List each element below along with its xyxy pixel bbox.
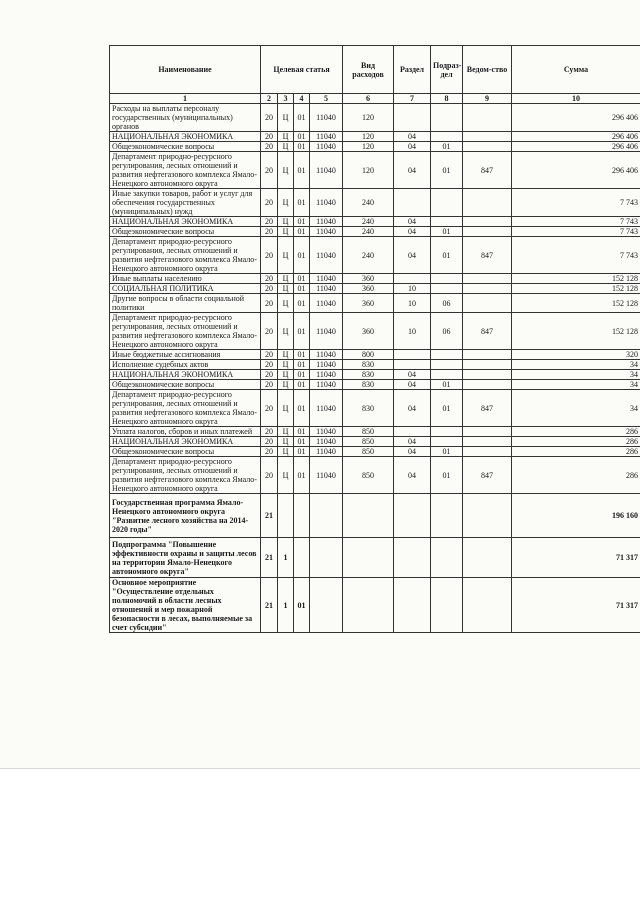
cell-event: 01 — [294, 284, 310, 294]
table-row — [110, 350, 640, 360]
table-row — [110, 538, 640, 578]
cell-vid: 240 — [343, 217, 394, 227]
cell-subprogram: Ц — [278, 152, 294, 189]
cell-vid: 360 — [343, 294, 394, 313]
cell-direction: 11040 — [310, 370, 343, 380]
cell-summa: 296 406 — [512, 152, 640, 189]
cell-event: 01 — [294, 447, 310, 457]
cell-summa: 152 128 — [512, 313, 640, 350]
cell-summa: 7 743 — [512, 227, 640, 237]
cell-subprogram: Ц — [278, 237, 294, 274]
cell-vedomstvo — [463, 284, 512, 294]
cell-vedomstvo — [463, 578, 512, 633]
cell-summa: 152 128 — [512, 284, 640, 294]
cell-direction: 11040 — [310, 350, 343, 360]
table-row — [110, 152, 640, 189]
cell-vid: 360 — [343, 274, 394, 284]
cell-event: 01 — [294, 152, 310, 189]
cell-vid: 830 — [343, 370, 394, 380]
row-name: Основное мероприятие "Осуществление отдельных полномочий в области лесных отношений и мер пожарной безопасности в лесах, выполняемые за счет субсидии" — [110, 578, 261, 633]
cell-direction: 11040 — [310, 294, 343, 313]
cell-summa: 7 743 — [512, 217, 640, 227]
cell-podrazdel: 01 — [431, 237, 463, 274]
cell-direction — [310, 538, 343, 578]
cell-razdel — [394, 274, 431, 284]
cell-vedomstvo — [463, 437, 512, 447]
header-razdel: Раздел — [394, 46, 431, 94]
col-number: 3 — [278, 94, 294, 104]
cell-direction: 11040 — [310, 447, 343, 457]
cell-program: 20 — [261, 457, 278, 494]
cell-podrazdel: 06 — [431, 313, 463, 350]
cell-podrazdel — [431, 538, 463, 578]
cell-podrazdel: 01 — [431, 142, 463, 152]
row-name: НАЦИОНАЛЬНАЯ ЭКОНОМИКА — [110, 217, 261, 227]
cell-podrazdel — [431, 217, 463, 227]
cell-podrazdel: 01 — [431, 227, 463, 237]
cell-razdel: 10 — [394, 313, 431, 350]
cell-vedomstvo: 847 — [463, 390, 512, 427]
cell-subprogram: Ц — [278, 104, 294, 132]
cell-vid: 800 — [343, 350, 394, 360]
cell-subprogram: Ц — [278, 294, 294, 313]
cell-direction: 11040 — [310, 313, 343, 350]
cell-vid: 830 — [343, 360, 394, 370]
cell-program: 20 — [261, 189, 278, 217]
cell-vedomstvo — [463, 227, 512, 237]
cell-event: 01 — [294, 274, 310, 284]
table-row — [110, 370, 640, 380]
cell-razdel: 04 — [394, 380, 431, 390]
cell-razdel: 04 — [394, 390, 431, 427]
cell-direction: 11040 — [310, 237, 343, 274]
cell-event: 01 — [294, 380, 310, 390]
cell-program: 20 — [261, 142, 278, 152]
cell-vid — [343, 494, 394, 538]
cell-podrazdel: 06 — [431, 294, 463, 313]
cell-program: 20 — [261, 227, 278, 237]
cell-direction: 11040 — [310, 427, 343, 437]
cell-razdel: 04 — [394, 437, 431, 447]
cell-razdel: 10 — [394, 294, 431, 313]
cell-direction: 11040 — [310, 189, 343, 217]
cell-direction — [310, 494, 343, 538]
table-row — [110, 142, 640, 152]
cell-program: 20 — [261, 447, 278, 457]
cell-program: 20 — [261, 350, 278, 360]
cell-vedomstvo: 847 — [463, 313, 512, 350]
col-number: 1 — [110, 94, 261, 104]
cell-podrazdel: 01 — [431, 152, 463, 189]
row-name: Иные закупки товаров, работ и услуг для обеспечения государственных (муниципальных) нужд — [110, 189, 261, 217]
cell-subprogram: Ц — [278, 313, 294, 350]
col-number: 4 — [294, 94, 310, 104]
cell-program: 20 — [261, 104, 278, 132]
cell-summa: 71 317 — [512, 578, 640, 633]
cell-subprogram — [278, 494, 294, 538]
cell-vedomstvo: 847 — [463, 457, 512, 494]
cell-podrazdel — [431, 427, 463, 437]
cell-subprogram: Ц — [278, 274, 294, 284]
cell-summa: 296 406 — [512, 132, 640, 142]
cell-subprogram: Ц — [278, 390, 294, 427]
cell-vid: 360 — [343, 284, 394, 294]
cell-event: 01 — [294, 294, 310, 313]
cell-vedomstvo — [463, 427, 512, 437]
cell-summa: 286 — [512, 457, 640, 494]
cell-direction: 11040 — [310, 380, 343, 390]
cell-event — [294, 538, 310, 578]
cell-vid: 120 — [343, 104, 394, 132]
cell-summa: 152 128 — [512, 294, 640, 313]
table-row — [110, 380, 640, 390]
cell-podrazdel — [431, 578, 463, 633]
cell-podrazdel — [431, 437, 463, 447]
cell-podrazdel — [431, 274, 463, 284]
cell-vid: 850 — [343, 437, 394, 447]
cell-event: 01 — [294, 104, 310, 132]
cell-razdel — [394, 538, 431, 578]
cell-razdel: 04 — [394, 132, 431, 142]
row-name: Другие вопросы в области социальной политики — [110, 294, 261, 313]
cell-podrazdel — [431, 284, 463, 294]
table-body — [110, 104, 640, 633]
header-row — [110, 46, 640, 94]
row-name: Иные выплаты населению — [110, 274, 261, 284]
cell-podrazdel — [431, 350, 463, 360]
cell-vid: 850 — [343, 447, 394, 457]
cell-subprogram: 1 — [278, 538, 294, 578]
cell-razdel — [394, 360, 431, 370]
col-number: 5 — [310, 94, 343, 104]
cell-event: 01 — [294, 578, 310, 633]
cell-vid: 240 — [343, 237, 394, 274]
cell-program: 20 — [261, 437, 278, 447]
cell-program: 20 — [261, 313, 278, 350]
table-row — [110, 284, 640, 294]
cell-razdel: 04 — [394, 142, 431, 152]
table-row — [110, 578, 640, 633]
table-row — [110, 457, 640, 494]
cell-podrazdel: 01 — [431, 390, 463, 427]
cell-podrazdel — [431, 104, 463, 132]
cell-event: 01 — [294, 237, 310, 274]
cell-summa: 7 743 — [512, 237, 640, 274]
cell-vedomstvo — [463, 217, 512, 227]
col-number: 2 — [261, 94, 278, 104]
cell-subprogram: Ц — [278, 142, 294, 152]
cell-vedomstvo — [463, 447, 512, 457]
cell-event: 01 — [294, 313, 310, 350]
cell-vid: 360 — [343, 313, 394, 350]
cell-event: 01 — [294, 350, 310, 360]
cell-vid: 120 — [343, 152, 394, 189]
table-row — [110, 274, 640, 284]
cell-event: 01 — [294, 457, 310, 494]
cell-program: 21 — [261, 538, 278, 578]
cell-vid: 830 — [343, 380, 394, 390]
table-row — [110, 237, 640, 274]
row-name: Департамент природно-ресурсного регулирования, лесных отношений и развития нефтегазового комплекса Ямало-Ненецкого автономного округа — [110, 457, 261, 494]
table-row — [110, 437, 640, 447]
header-summa: Сумма — [512, 46, 640, 94]
cell-subprogram: 1 — [278, 578, 294, 633]
table-row — [110, 360, 640, 370]
cell-razdel: 04 — [394, 217, 431, 227]
cell-summa: 152 128 — [512, 274, 640, 284]
cell-program: 20 — [261, 370, 278, 380]
cell-razdel — [394, 427, 431, 437]
row-name: Департамент природно-ресурсного регулирования, лесных отношений и развития нефтегазового комплекса Ямало-Ненецкого автономного округа — [110, 237, 261, 274]
cell-program: 20 — [261, 380, 278, 390]
table-row — [110, 427, 640, 437]
cell-subprogram: Ц — [278, 360, 294, 370]
cell-program: 20 — [261, 237, 278, 274]
cell-vid: 830 — [343, 390, 394, 427]
cell-event: 01 — [294, 132, 310, 142]
table-row — [110, 104, 640, 132]
cell-direction: 11040 — [310, 227, 343, 237]
cell-direction: 11040 — [310, 360, 343, 370]
table-row — [110, 313, 640, 350]
cell-vid — [343, 538, 394, 578]
cell-program: 20 — [261, 284, 278, 294]
row-name: Общеэкономические вопросы — [110, 227, 261, 237]
cell-vid: 240 — [343, 227, 394, 237]
cell-program: 21 — [261, 578, 278, 633]
cell-direction: 11040 — [310, 284, 343, 294]
col-number: 6 — [343, 94, 394, 104]
cell-direction: 11040 — [310, 104, 343, 132]
cell-summa: 34 — [512, 380, 640, 390]
cell-vedomstvo — [463, 494, 512, 538]
cell-razdel — [394, 104, 431, 132]
row-name: Департамент природно-ресурсного регулирования, лесных отношений и развития нефтегазового комплекса Ямало-Ненецкого автономного округа — [110, 390, 261, 427]
cell-vid: 120 — [343, 142, 394, 152]
cell-summa: 34 — [512, 390, 640, 427]
cell-vedomstvo — [463, 360, 512, 370]
row-name: Общеэкономические вопросы — [110, 447, 261, 457]
cell-summa: 34 — [512, 370, 640, 380]
cell-subprogram: Ц — [278, 132, 294, 142]
col-number: 7 — [394, 94, 431, 104]
cell-vid: 240 — [343, 189, 394, 217]
cell-direction — [310, 578, 343, 633]
cell-razdel — [394, 189, 431, 217]
header-vid: Вид расходов — [343, 46, 394, 94]
cell-direction: 11040 — [310, 457, 343, 494]
col-number: 10 — [512, 94, 640, 104]
cell-subprogram: Ц — [278, 380, 294, 390]
cell-program: 20 — [261, 274, 278, 284]
cell-subprogram: Ц — [278, 217, 294, 227]
row-name: Общеэкономические вопросы — [110, 142, 261, 152]
cell-subprogram: Ц — [278, 350, 294, 360]
cell-vedomstvo: 847 — [463, 237, 512, 274]
cell-subprogram: Ц — [278, 457, 294, 494]
cell-event: 01 — [294, 370, 310, 380]
table-row — [110, 217, 640, 227]
cell-summa: 34 — [512, 360, 640, 370]
row-name: Иные бюджетные ассигнования — [110, 350, 261, 360]
header-podrazdel: Подраз-дел — [431, 46, 463, 94]
table-row — [110, 390, 640, 427]
row-name: Уплата налогов, сборов и иных платежей — [110, 427, 261, 437]
cell-vid: 850 — [343, 427, 394, 437]
cell-podrazdel — [431, 189, 463, 217]
cell-vedomstvo — [463, 350, 512, 360]
cell-event: 01 — [294, 217, 310, 227]
cell-subprogram: Ц — [278, 437, 294, 447]
cell-direction: 11040 — [310, 274, 343, 284]
cell-subprogram: Ц — [278, 427, 294, 437]
cell-summa: 286 — [512, 437, 640, 447]
cell-razdel: 04 — [394, 457, 431, 494]
cell-subprogram: Ц — [278, 447, 294, 457]
cell-razdel — [394, 350, 431, 360]
cell-vedomstvo — [463, 370, 512, 380]
cell-subprogram: Ц — [278, 227, 294, 237]
cell-direction: 11040 — [310, 142, 343, 152]
cell-razdel: 04 — [394, 227, 431, 237]
cell-event: 01 — [294, 189, 310, 217]
cell-summa: 296 406 — [512, 104, 640, 132]
cell-razdel: 04 — [394, 152, 431, 189]
cell-vedomstvo — [463, 104, 512, 132]
cell-program: 20 — [261, 217, 278, 227]
cell-summa: 320 — [512, 350, 640, 360]
table-row — [110, 132, 640, 142]
cell-event: 01 — [294, 227, 310, 237]
cell-podrazdel — [431, 132, 463, 142]
cell-vedomstvo — [463, 189, 512, 217]
table-row — [110, 447, 640, 457]
cell-subprogram: Ц — [278, 370, 294, 380]
cell-podrazdel: 01 — [431, 457, 463, 494]
table-row — [110, 494, 640, 538]
row-name: НАЦИОНАЛЬНАЯ ЭКОНОМИКА — [110, 437, 261, 447]
row-name: Расходы на выплаты персоналу государственных (муниципальных) органов — [110, 104, 261, 132]
col-number: 8 — [431, 94, 463, 104]
cell-razdel — [394, 494, 431, 538]
cell-direction: 11040 — [310, 217, 343, 227]
cell-subprogram: Ц — [278, 189, 294, 217]
cell-vid: 850 — [343, 457, 394, 494]
cell-vid: 120 — [343, 132, 394, 142]
row-name: Департамент природно-ресурсного регулирования, лесных отношений и развития нефтегазового комплекса Ямало-Ненецкого автономного округа — [110, 313, 261, 350]
cell-direction: 11040 — [310, 437, 343, 447]
cell-vedomstvo: 847 — [463, 152, 512, 189]
cell-event: 01 — [294, 427, 310, 437]
row-name: Общеэкономические вопросы — [110, 380, 261, 390]
cell-summa: 296 406 — [512, 142, 640, 152]
cell-direction: 11040 — [310, 390, 343, 427]
row-name: Подпрограмма "Повышение эффективности охраны и защиты лесов на территории Ямало-Ненецкого автономного округа" — [110, 538, 261, 578]
cell-program: 20 — [261, 390, 278, 427]
cell-event: 01 — [294, 390, 310, 427]
header-vedomstvo: Ведом-ство — [463, 46, 512, 94]
table-row — [110, 227, 640, 237]
cell-program: 20 — [261, 294, 278, 313]
cell-program: 20 — [261, 360, 278, 370]
cell-vedomstvo — [463, 380, 512, 390]
cell-direction: 11040 — [310, 152, 343, 189]
cell-vedomstvo — [463, 132, 512, 142]
cell-vedomstvo — [463, 274, 512, 284]
cell-vedomstvo — [463, 538, 512, 578]
cell-razdel: 04 — [394, 447, 431, 457]
cell-event: 01 — [294, 437, 310, 447]
cell-event — [294, 494, 310, 538]
cell-program: 20 — [261, 132, 278, 142]
row-name: Государственная программа Ямало-Ненецкого автономного округа "Развитие лесного хозяйства на 2014-2020 годы" — [110, 494, 261, 538]
cell-vedomstvo — [463, 294, 512, 313]
cell-summa: 7 743 — [512, 189, 640, 217]
cell-razdel: 04 — [394, 237, 431, 274]
row-name: НАЦИОНАЛЬНАЯ ЭКОНОМИКА — [110, 370, 261, 380]
cell-vedomstvo — [463, 142, 512, 152]
cell-event: 01 — [294, 142, 310, 152]
cell-razdel: 04 — [394, 370, 431, 380]
row-name: СОЦИАЛЬНАЯ ПОЛИТИКА — [110, 284, 261, 294]
cell-podrazdel: 01 — [431, 380, 463, 390]
cell-summa: 196 160 — [512, 494, 640, 538]
row-name: Исполнение судебных актов — [110, 360, 261, 370]
header-name: Наименование — [110, 46, 261, 94]
row-name: Департамент природно-ресурсного регулирования, лесных отношений и развития нефтегазового комплекса Ямало-Ненецкого автономного округа — [110, 152, 261, 189]
cell-razdel — [394, 578, 431, 633]
cell-program: 20 — [261, 427, 278, 437]
cell-subprogram: Ц — [278, 284, 294, 294]
cell-program: 21 — [261, 494, 278, 538]
column-number-row — [110, 94, 640, 104]
col-number: 9 — [463, 94, 512, 104]
cell-podrazdel — [431, 360, 463, 370]
cell-program: 20 — [261, 152, 278, 189]
cell-podrazdel: 01 — [431, 447, 463, 457]
row-name: НАЦИОНАЛЬНАЯ ЭКОНОМИКА — [110, 132, 261, 142]
cell-direction: 11040 — [310, 132, 343, 142]
cell-razdel: 10 — [394, 284, 431, 294]
cell-event: 01 — [294, 360, 310, 370]
cell-summa: 71 317 — [512, 538, 640, 578]
table-row — [110, 189, 640, 217]
cell-summa: 286 — [512, 447, 640, 457]
cell-podrazdel — [431, 370, 463, 380]
budget-table — [109, 45, 640, 633]
cell-vid — [343, 578, 394, 633]
header-target: Целевая статья — [261, 46, 343, 94]
cell-podrazdel — [431, 494, 463, 538]
table-row — [110, 294, 640, 313]
cell-summa: 286 — [512, 427, 640, 437]
